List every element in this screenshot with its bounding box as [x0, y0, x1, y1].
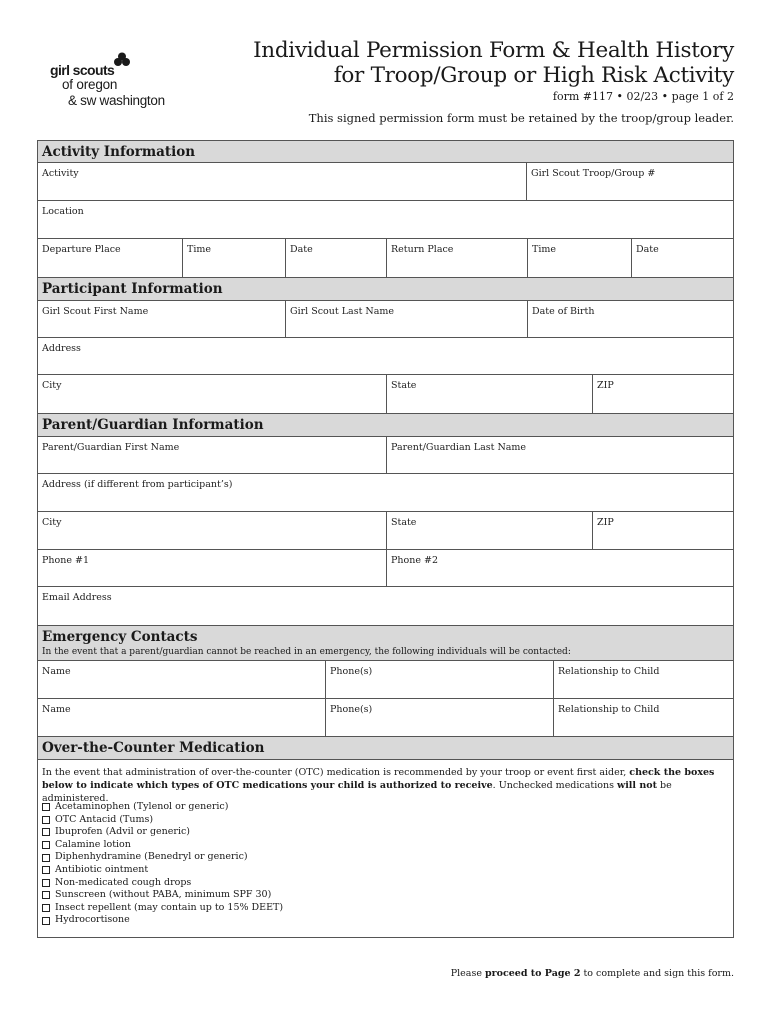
- otc-item[interactable]: Antibiotic ointment: [42, 864, 283, 877]
- departure-time-field[interactable]: Time: [182, 239, 285, 277]
- emergency-contact-row-2: [38, 699, 733, 736]
- girl-scouts-logo: [50, 52, 190, 112]
- otc-item[interactable]: Hydrocortisone: [42, 914, 283, 927]
- activity-field[interactable]: Activity: [42, 168, 79, 179]
- guardian-address-row: [38, 474, 733, 512]
- guardian-address-field[interactable]: Address (if different from participant’s): [42, 479, 233, 490]
- page-title: [253, 38, 734, 88]
- emergency-contact-row-1: [38, 661, 733, 699]
- troop-number-field[interactable]: Girl Scout Troop/Group #: [526, 163, 735, 200]
- logo-line-3: & sw washington: [68, 93, 165, 108]
- checkbox[interactable]: [42, 854, 50, 862]
- retain-note: This signed permission form must be retained by the troop/group leader.: [308, 111, 734, 125]
- emergency-heading: Emergency Contacts: [42, 629, 198, 645]
- participant-name-row: [38, 301, 733, 338]
- checkbox[interactable]: [42, 803, 50, 811]
- emergency-name-2-field[interactable]: Name: [42, 704, 71, 715]
- participant-state-field[interactable]: State: [386, 375, 592, 413]
- footer-note: Please proceed to Page 2 to complete and sign this form.: [450, 968, 734, 979]
- departure-place-field[interactable]: Departure Place: [42, 244, 121, 255]
- emergency-phones-1-field[interactable]: Phone(s): [325, 661, 553, 698]
- participant-zip-field[interactable]: ZIP: [592, 375, 735, 413]
- participant-city-field[interactable]: City: [42, 380, 62, 391]
- otc-instructions: In the event that administration of over-the-counter (OTC) medication is recommended by your troop or event first aider, check the boxes below to indicate which types of OTC medications your child is authorized to receive. Unchecked medications will not be administered.: [42, 767, 715, 804]
- checkbox[interactable]: [42, 879, 50, 887]
- emergency-section-header: [38, 625, 733, 661]
- otc-item[interactable]: Diphenhydramine (Benedryl or generic): [42, 851, 283, 864]
- trefoil-icon: [114, 52, 130, 68]
- checkbox[interactable]: [42, 866, 50, 874]
- return-time-field[interactable]: Time: [527, 239, 631, 277]
- emergency-relation-1-field[interactable]: Relationship to Child: [553, 661, 735, 698]
- guardian-zip-field[interactable]: ZIP: [592, 512, 735, 549]
- departure-date-field[interactable]: Date: [285, 239, 386, 277]
- guardian-state-field[interactable]: State: [386, 512, 592, 549]
- otc-item[interactable]: Insect repellent (may contain up to 15% DEET): [42, 902, 283, 915]
- otc-section-header: [38, 736, 733, 760]
- checkbox[interactable]: [42, 828, 50, 836]
- guardian-section-header: [38, 413, 733, 437]
- emergency-phones-2-field[interactable]: Phone(s): [325, 699, 553, 736]
- otc-item[interactable]: Calamine lotion: [42, 839, 283, 852]
- guardian-last-name-field[interactable]: Parent/Guardian Last Name: [386, 437, 735, 473]
- guardian-city-row: [38, 512, 733, 550]
- otc-item[interactable]: Non-medicated cough drops: [42, 877, 283, 890]
- title-line-1: Individual Permission Form & Health History: [253, 38, 734, 63]
- participant-first-name-field[interactable]: Girl Scout First Name: [42, 306, 149, 317]
- phone-2-field[interactable]: Phone #2: [386, 550, 735, 586]
- guardian-phone-row: [38, 550, 733, 587]
- participant-city-row: [38, 375, 733, 413]
- participant-address-row: [38, 338, 733, 375]
- otc-item[interactable]: Acetaminophen (Tylenol or generic): [42, 801, 283, 814]
- location-row: [38, 201, 733, 239]
- title-line-2: for Troop/Group or High Risk Activity: [333, 63, 734, 88]
- permission-form: [37, 140, 734, 938]
- otc-heading: Over-the-Counter Medication: [42, 740, 265, 756]
- emergency-subtext: In the event that a parent/guardian cannot be reached in an emergency, the following individuals will be contacted:: [42, 647, 571, 657]
- otc-item[interactable]: Ibuprofen (Advil or generic): [42, 826, 283, 839]
- checkbox[interactable]: [42, 891, 50, 899]
- activity-section-header: [38, 140, 733, 163]
- participant-section-header: [38, 277, 733, 301]
- checkbox[interactable]: [42, 816, 50, 824]
- logo-line-2: of oregon: [62, 77, 118, 92]
- location-field[interactable]: Location: [42, 206, 84, 217]
- date-of-birth-field[interactable]: Date of Birth: [527, 301, 735, 337]
- travel-row: [38, 239, 733, 277]
- logo-line-1: girl scouts: [50, 62, 115, 78]
- activity-heading: Activity Information: [42, 144, 196, 160]
- return-place-field[interactable]: Return Place: [386, 239, 527, 277]
- guardian-name-row: [38, 437, 733, 474]
- guardian-heading: Parent/Guardian Information: [42, 417, 264, 433]
- checkbox[interactable]: [42, 904, 50, 912]
- participant-address-field[interactable]: Address: [42, 343, 81, 354]
- activity-row: [38, 163, 733, 201]
- emergency-relation-2-field[interactable]: Relationship to Child: [553, 699, 735, 736]
- checkbox[interactable]: [42, 917, 50, 925]
- otc-item[interactable]: OTC Antacid (Tums): [42, 814, 283, 827]
- otc-item[interactable]: Sunscreen (without PABA, minimum SPF 30): [42, 889, 283, 902]
- participant-heading: Participant Information: [42, 281, 223, 297]
- form-info: form #117 • 02/23 • page 1 of 2: [552, 90, 734, 103]
- email-address-field[interactable]: Email Address: [42, 592, 112, 603]
- participant-last-name-field[interactable]: Girl Scout Last Name: [285, 301, 527, 337]
- otc-medication-list: [42, 801, 283, 927]
- checkbox[interactable]: [42, 841, 50, 849]
- phone-1-field[interactable]: Phone #1: [42, 555, 89, 566]
- guardian-email-row: [38, 587, 733, 625]
- guardian-city-field[interactable]: City: [42, 517, 62, 528]
- guardian-first-name-field[interactable]: Parent/Guardian First Name: [42, 442, 180, 453]
- emergency-name-1-field[interactable]: Name: [42, 666, 71, 677]
- return-date-field[interactable]: Date: [631, 239, 735, 277]
